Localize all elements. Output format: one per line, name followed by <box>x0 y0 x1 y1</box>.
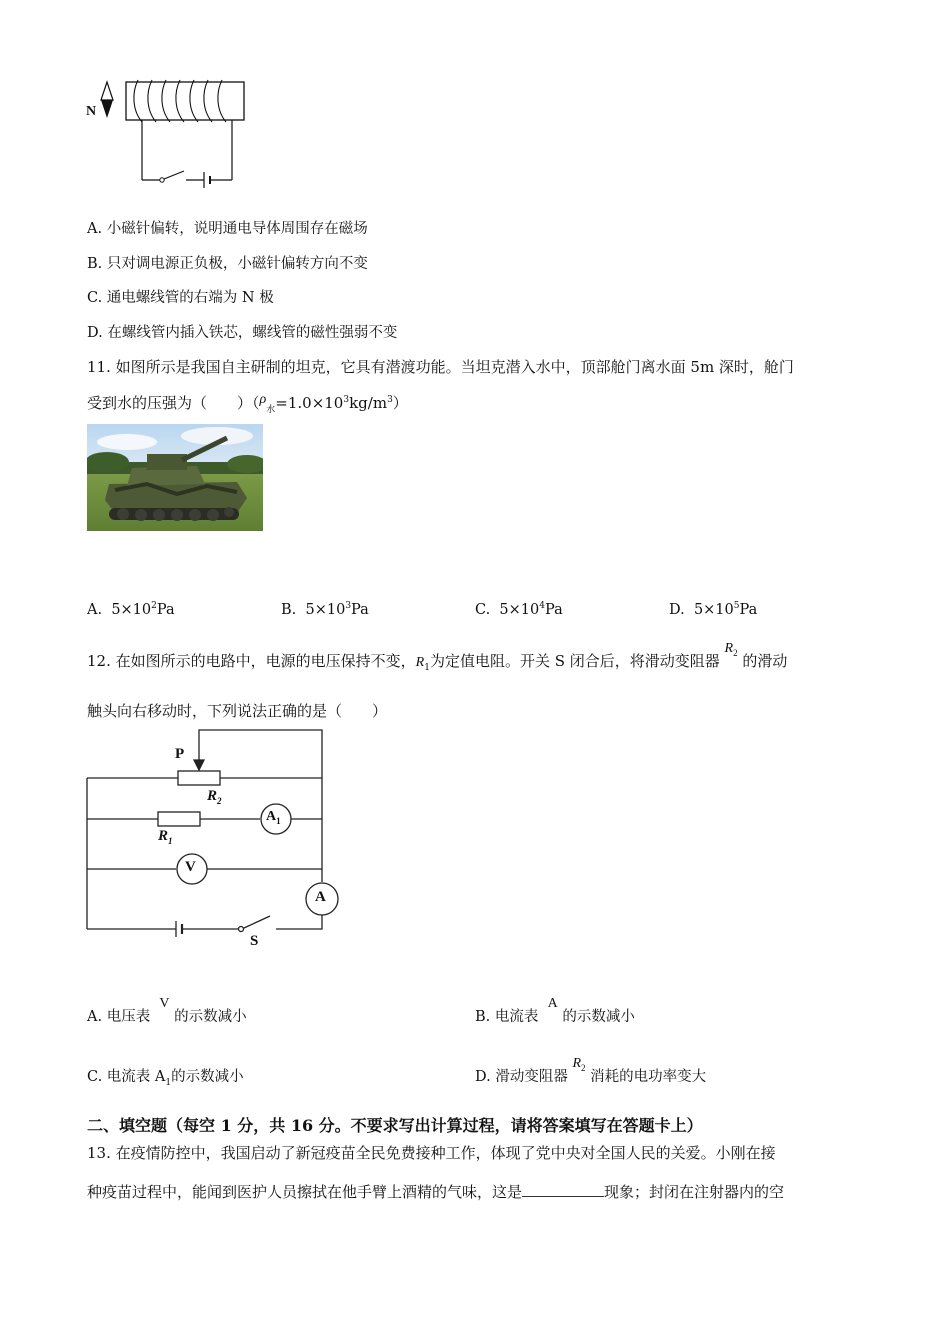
q12-option-d-letter: R <box>572 1056 581 1071</box>
q12-question-line2: 触头向右移动时，下列说法正确的是（ ） <box>87 702 388 720</box>
q12-option-d-sub: 2 <box>581 1062 586 1073</box>
ammeter-a1-sub: 1 <box>276 815 281 826</box>
q12-option-b-symbol: A <box>547 996 558 1011</box>
answer-blank[interactable] <box>522 1182 604 1197</box>
q12-question-line1 <box>87 641 788 673</box>
q12-option-a-tail: 的示数减小 <box>174 1009 247 1025</box>
q11-option-d-unit: Pa <box>739 601 758 618</box>
q12-r1-symbol: R <box>415 655 425 670</box>
q11-option-c <box>475 601 563 618</box>
ammeter-a1-label <box>266 809 281 826</box>
q11-question-line1: 11. 如图所示是我国自主研制的坦克，它具有潜渡功能。当坦克潜入水中，顶部舱门离水面 5m 深时，舱门 <box>87 358 794 376</box>
q13-line2-part-a: 种疫苗过程中，能闻到医护人员擦拭在他手臂上酒精的气味，这是 <box>87 1183 523 1201</box>
rho-unit-exponent: 3 <box>387 395 393 405</box>
q12-option-d <box>475 1056 707 1087</box>
tank-photo <box>87 424 263 531</box>
rho-value: =1.0×10 <box>275 394 344 412</box>
q13-line2-part-b: 现象；封闭在注射器内的空 <box>604 1183 785 1201</box>
q11-question-line2 <box>87 392 408 415</box>
q12-line1-part-c: 的滑动 <box>742 652 788 670</box>
q11-option-a-base: 5×10 <box>111 601 152 618</box>
q11-option-b-label: B. <box>281 601 297 618</box>
q12-line1-part-b: 为定值电阻。开关 S 闭合后，将滑动变阻器 <box>429 652 720 670</box>
label-r1-sub: 1 <box>168 836 173 846</box>
q10-option-c: C. 通电螺线管的右端为 N 极 <box>87 290 274 306</box>
label-r1 <box>158 828 173 846</box>
rho-exponent: 3 <box>343 395 350 405</box>
rheostat-circuit-figure <box>80 722 350 957</box>
q11-option-b-unit: Pa <box>351 601 369 618</box>
q11-option-b-base: 5×10 <box>305 601 346 618</box>
q10-option-d: D. 在螺线管内插入铁芯，螺线管的磁性强弱不变 <box>87 325 398 341</box>
q11-option-a-exp: 2 <box>151 601 157 611</box>
q12-option-d-symbol <box>572 1056 585 1071</box>
label-r1-letter: R <box>158 828 169 844</box>
q11-option-a-unit: Pa <box>156 601 175 618</box>
q12-r2-letter: R <box>724 641 734 656</box>
q11-option-a <box>87 601 175 618</box>
voltmeter-label: V <box>185 859 196 875</box>
q11-line2-prefix: 受到水的压强为（ ）（ <box>87 394 260 412</box>
q12-option-c-sub: 1 <box>165 1077 172 1088</box>
q12-option-d-text: D. 滑动变阻器 <box>475 1069 568 1085</box>
q11-option-d-exp: 5 <box>733 601 740 611</box>
label-r2 <box>207 788 222 806</box>
q12-option-a <box>87 996 247 1026</box>
q11-option-b-exp: 3 <box>345 601 352 611</box>
rho-symbol: ρ <box>259 392 267 407</box>
q12-option-c <box>87 1065 244 1088</box>
q11-option-c-label: C. <box>475 601 491 618</box>
compass-label: N <box>86 104 97 119</box>
q12-option-c-text: C. 电流表 A <box>87 1069 166 1085</box>
label-r2-sub: 2 <box>217 796 222 806</box>
q12-option-c-tail: 的示数减小 <box>171 1069 244 1085</box>
ammeter-a-label: A <box>315 889 326 905</box>
q12-option-d-tail: 消耗的电功率变大 <box>590 1069 707 1085</box>
q13-question-line1: 13. 在疫情防控中，我国启动了新冠疫苗全民免费接种工作，体现了党中央对全国人民的关爱。小刚在接 <box>87 1144 776 1162</box>
q11-option-a-label: A. <box>87 601 103 618</box>
q12-line1-part-a: 12. 在如图所示的电路中，电源的电压保持不变， <box>87 652 416 670</box>
q11-option-c-exp: 4 <box>539 601 545 611</box>
compass-needle-south <box>101 100 113 118</box>
q12-r1-subscript: 1 <box>424 663 430 673</box>
q10-option-a: A. 小磁针偏转，说明通电导体周围存在磁场 <box>87 221 368 237</box>
q12-option-b-tail: 的示数减小 <box>562 1009 635 1025</box>
q11-option-d-base: 5×10 <box>693 601 734 618</box>
q13-question-line2 <box>87 1181 784 1202</box>
solenoid-circuit-figure <box>80 72 260 192</box>
switch-label: S <box>250 933 259 949</box>
q11-option-c-base: 5×10 <box>499 601 540 618</box>
q10-option-b: B. 只对调电源正负极，小磁针偏转方向不变 <box>87 256 368 272</box>
rho-unit: kg/m <box>349 394 388 412</box>
ammeter-a1-letter: A <box>266 809 277 824</box>
rho-subscript: 水 <box>266 405 276 415</box>
label-p: P <box>175 746 185 762</box>
q12-r2-subscript: 2 <box>733 647 738 658</box>
label-r2-letter: R <box>207 788 218 804</box>
q12-option-b <box>475 996 635 1026</box>
q11-option-d <box>669 601 757 618</box>
q11-option-d-label: D. <box>669 601 685 618</box>
compass-needle-north <box>101 82 113 100</box>
q12-r2-symbol <box>725 641 738 656</box>
rho-close: ） <box>392 394 408 412</box>
q12-option-a-text: A. 电压表 <box>87 1009 151 1025</box>
q12-option-b-text: B. 电流表 <box>475 1009 539 1025</box>
q11-option-c-unit: Pa <box>544 601 563 618</box>
q12-option-a-symbol: V <box>159 996 170 1011</box>
section-heading: 二、填空题（每空 1 分，共 16 分。不要求写出计算过程，请将答案填写在答题卡上） <box>87 1116 703 1135</box>
q11-option-b <box>281 601 369 618</box>
